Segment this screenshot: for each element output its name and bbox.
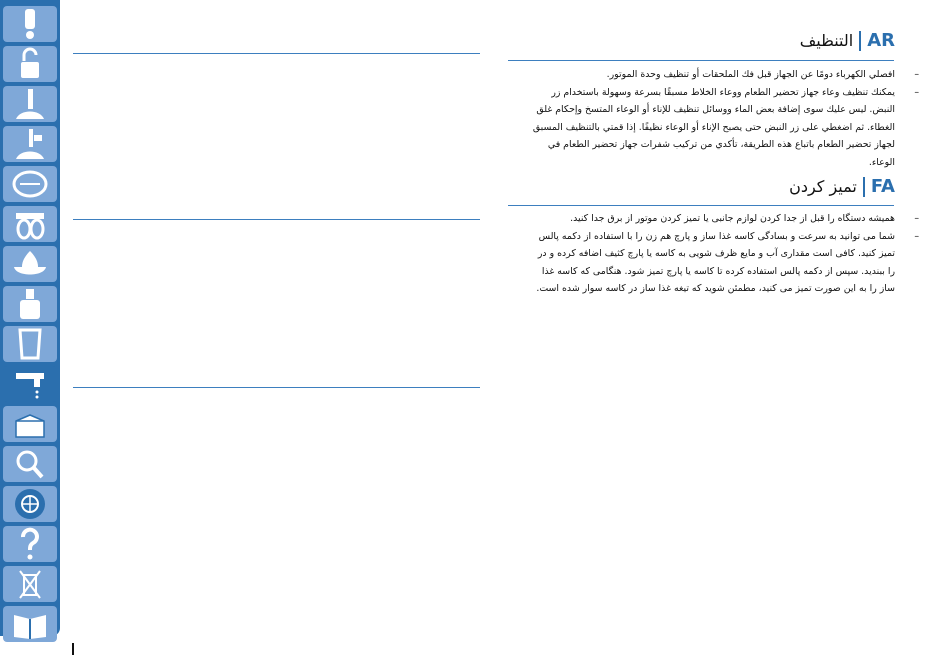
section-divider-bar bbox=[863, 177, 865, 197]
storage-box-icon bbox=[10, 407, 50, 441]
list-item: – يمكنك تنظيف وعاء جهاز تحضير الطعام ووعاء الخلاط مسبقًا بسرعة وسهولة باستخدام زر النبض. ليس عليك سوى إضافة بعض الماء ووسائل تنظيف للإناء أو الوعاء المتسخ وإحكام غلق الغطاء. ثم اضغطي على زر النبض حتى يصبح الإناء أو الوعاء نظيفًا. إذا قمتي بالتنظيف المسبق لجهاز تحضير الطعام باتباع هذه الطريقة، تأكدي من تركيب شفرات جهاز تحضير الطعام في الوعاء. bbox=[532, 86, 919, 168]
world-wide-guarantee-icon bbox=[10, 487, 50, 521]
tab-guarantee[interactable] bbox=[3, 486, 57, 522]
list-item: – شما می توانید به سرعت و بسادگی کاسه غذا ساز و پارچ هم زن را با استفاده از دکمه پالس تمیز کنید. کافی است مقداری آب و مایع ظرف شویی به کاسه یا پارچ کثیف اضافه کرده و در را ببندید. سپس از دکمه پالس استفاده کرده تا کاسه یا پارچ تمیز شود. هنگامی که کاسه غذا ساز را به این صورت تمیز می کنید، مطمئن شوید که تیغه غذا ساز در کاسه سوار شده است. bbox=[536, 230, 919, 294]
tab-beaker[interactable] bbox=[3, 326, 57, 362]
mini-chopper-icon bbox=[10, 287, 50, 321]
list-item: – افصلي الكهرباء دومًا عن الجهاز قبل فك الملحقات أو تنظيف وحدة الموتور. bbox=[606, 69, 919, 80]
tab-environment[interactable] bbox=[3, 566, 57, 602]
tap-cleaning-icon bbox=[10, 367, 50, 401]
tab-mini-chopper[interactable] bbox=[3, 286, 57, 322]
tab-troubleshooting[interactable] bbox=[3, 446, 57, 482]
section-header-ar bbox=[800, 30, 895, 51]
left-column-rule-1 bbox=[73, 53, 480, 54]
slicing-disc-icon bbox=[10, 167, 50, 201]
section-title-ar: التنظيف bbox=[799, 31, 854, 50]
section-code-fa: FA bbox=[870, 176, 895, 197]
tab-whisk[interactable] bbox=[3, 206, 57, 242]
section-divider-bar bbox=[859, 31, 861, 51]
question-mark-icon bbox=[10, 527, 50, 561]
beaker-icon bbox=[10, 327, 50, 361]
list-item: – همیشه دستگاه را قبل از جدا کردن لوازم جانبی یا تمیز کردن موتور از برق جدا کنید. bbox=[570, 213, 919, 224]
section-tab-bar bbox=[0, 0, 60, 636]
warning-icon bbox=[10, 7, 50, 41]
whisk-attachment-icon bbox=[10, 207, 50, 241]
hand-blender-icon bbox=[10, 127, 50, 161]
left-column-rule-2 bbox=[73, 219, 480, 220]
section-code-ar: AR bbox=[867, 30, 895, 51]
tab-recipes[interactable] bbox=[3, 606, 57, 642]
tab-cleaning[interactable] bbox=[3, 366, 57, 402]
section-header-fa bbox=[789, 176, 895, 197]
tab-help[interactable] bbox=[3, 526, 57, 562]
magnifier-icon bbox=[10, 447, 50, 481]
tab-hand-blender[interactable] bbox=[3, 126, 57, 162]
section-rule-fa bbox=[508, 205, 894, 206]
tab-citrus-press[interactable] bbox=[3, 246, 57, 282]
section-rule-ar bbox=[508, 60, 894, 61]
page-edge-mark bbox=[72, 643, 74, 655]
left-column-rule-3 bbox=[73, 387, 480, 388]
unlocked-padlock-icon bbox=[10, 47, 50, 81]
tab-warning[interactable] bbox=[3, 6, 57, 42]
section-title-fa: تمیز کردن bbox=[789, 177, 857, 196]
tab-storage[interactable] bbox=[3, 406, 57, 442]
blender-motor-icon bbox=[10, 87, 50, 121]
citrus-press-icon bbox=[10, 247, 50, 281]
open-book-icon bbox=[10, 607, 50, 641]
tab-first-use[interactable] bbox=[3, 46, 57, 82]
tab-slicing-disc[interactable] bbox=[3, 166, 57, 202]
tab-motor-unit[interactable] bbox=[3, 86, 57, 122]
crossed-bin-icon bbox=[10, 567, 50, 601]
bullet-list-fa bbox=[530, 210, 919, 298]
bullet-list-ar bbox=[530, 66, 919, 171]
